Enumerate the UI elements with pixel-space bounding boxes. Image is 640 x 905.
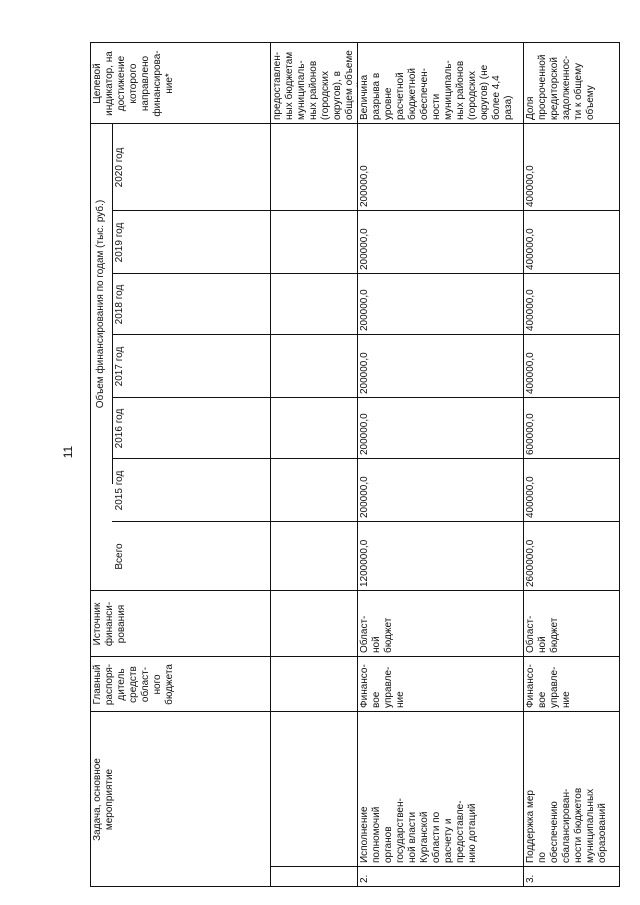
- row-2-2017: 200000,0: [359, 352, 370, 394]
- row-2-source: Област- ной бюджет: [359, 615, 394, 653]
- row-3-2020: 400000,0: [525, 165, 536, 207]
- row-3-source: Област- ной бюджет: [525, 615, 560, 653]
- row-2-2015: 200000,0: [359, 476, 370, 518]
- header-year-2018: 2018 год: [114, 284, 125, 325]
- header-manager: Главный распоря- дитель средств област- ного бюджета: [92, 663, 175, 706]
- row-3-number: 3.: [525, 874, 536, 883]
- row-1-indicator: предоставлен- ных бюджетам муниципаль- ных районов (городских округов), в общем объеме: [272, 50, 355, 120]
- row-3-2019: 400000,0: [525, 228, 536, 270]
- row-3-total: 2600000,0: [525, 539, 536, 587]
- header-year-2017: 2017 год: [114, 346, 125, 387]
- header-volume: Объем финансирования по годам (тыс. руб.): [95, 199, 106, 409]
- page-number: 11: [61, 445, 75, 459]
- row-2-total: 1200000,0: [359, 539, 370, 587]
- table-border-bottom: [619, 42, 620, 887]
- header-year-2015: 2015 год: [114, 470, 125, 511]
- row-3-manager: Финансо- вое управле- ние: [525, 664, 572, 708]
- row-2-manager: Финансо- вое управле- ние: [359, 664, 406, 708]
- row-2-2020: 200000,0: [359, 165, 370, 207]
- row-3-indicator: Доля просроченной кредиторской задолженнос- ти к общему объему: [525, 54, 596, 120]
- row-3-2017: 400000,0: [525, 352, 536, 394]
- row-3-2015: 400000,0: [525, 476, 536, 518]
- row-2-2019: 200000,0: [359, 228, 370, 270]
- row-2-task: Исполнение полномочий органов государствен- ной власти Курганской области по расчету и предоставле- нию дотаций: [359, 798, 478, 863]
- row-2-number: 2.: [359, 874, 370, 883]
- row-3-2018: 400000,0: [525, 289, 536, 331]
- row-2-2016: 200000,0: [359, 413, 370, 455]
- header-bottom-line: [270, 42, 271, 887]
- header-source: Источник финанси- рования: [92, 601, 127, 647]
- financing-table: [90, 42, 620, 887]
- header-year-2019: 2019 год: [114, 222, 125, 263]
- header-year-2016: 2016 год: [114, 408, 125, 449]
- row-3-2016: 600000,0: [525, 413, 536, 455]
- row-2-2018: 200000,0: [359, 289, 370, 331]
- row-2-indicator: Величина разрыва в уровне расчетной бюджетной обеспечен- ности муниципаль- ных районов (городских округов) (не более 4,4 раза): [359, 60, 514, 120]
- header-year-2020: 2020 год: [114, 147, 125, 188]
- header-total: Всего: [114, 543, 125, 570]
- header-indicator: Целевой индикатор, на достижение которого направлено финансирова- ние*: [92, 50, 175, 117]
- header-task: Задача, основное мероприятие: [92, 758, 115, 841]
- row-3-task: Поддержка мер по обеспечению сбалансирован- ности бюджетов муниципальных образований: [525, 787, 608, 863]
